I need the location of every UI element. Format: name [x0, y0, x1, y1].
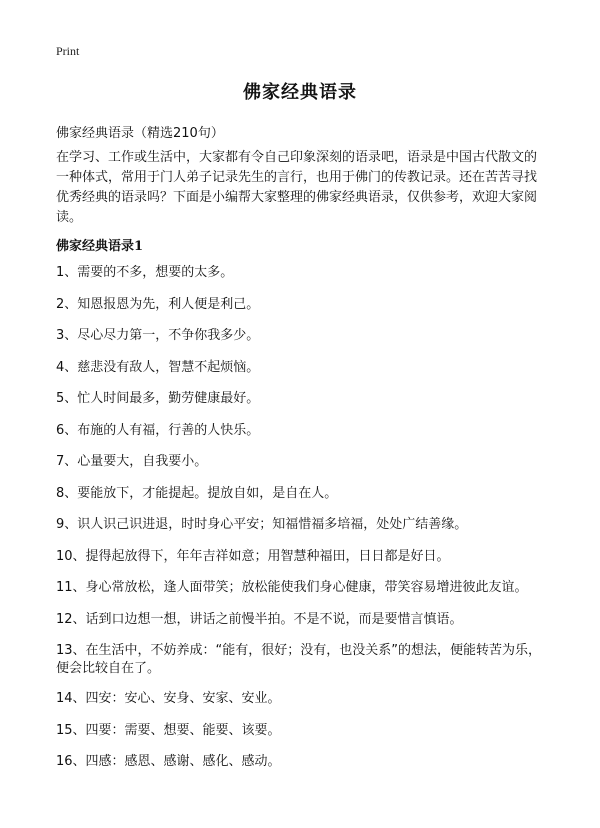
quote-item: 7、心量要大，自我要小。: [56, 454, 208, 469]
quote-item: 2、知恩报恩为先，利人便是利己。: [56, 296, 260, 312]
quote-item: 13、在生活中，不妨养成：“能有，很好；没有，也没关系”的想法，便能转苦为乐，便会比较自在了。: [56, 643, 542, 676]
quote-item: 16、四感：感恩、感谢、感化、感动。: [56, 754, 281, 769]
quote-item: 3、尽心尽力第一，不争你我多少。: [56, 328, 260, 343]
quote-item: 1、需要的不多，想要的太多。: [56, 265, 234, 280]
quote-list: [56, 264, 548, 785]
quote-item: 12、话到口边想一想，讲话之前慢半拍。不是不说，而是要惜言慎语。: [56, 611, 463, 627]
section-heading: 佛家经典语录1: [56, 239, 144, 254]
print-label: Print: [56, 44, 80, 58]
quote-item: 14、四安：安心、安身、安家、安业。: [56, 691, 281, 706]
page-title: 佛家经典语录: [243, 82, 357, 103]
intro-paragraph: 在学习、工作或生活中，大家都有令自己印象深刻的语录吧，语录是中国古代散文的一种体式，常用于门人弟子记录先生的言行，也用于佛门的传教记录。还在苦苦寻找优秀经典的语录吗？下面是小编帮大家整理的佛家经典语录，仅供参考，欢迎大家阅读。: [56, 150, 538, 225]
quote-item: 9、识人识己识进退，时时身心平安；知福惜福多培福，处处广结善缘。: [56, 517, 468, 532]
subtitle: 佛家经典语录（精选210句）: [56, 126, 224, 141]
quote-item: 5、忙人时间最多，勤劳健康最好。: [56, 391, 260, 406]
quote-item: 8、要能放下，才能提起。提放自如，是自在人。: [56, 485, 338, 501]
quote-item: 11、身心常放松，逢人面带笑；放松能使我们身心健康，带笑容易增进彼此友谊。: [56, 580, 528, 595]
quote-item: 15、四要：需要、想要、能要、该要。: [56, 722, 281, 738]
quote-item: 4、慈悲没有敌人，智慧不起烦恼。: [56, 359, 260, 375]
quote-item: 10、提得起放得下，年年吉祥如意；用智慧种福田，日日都是好日。: [56, 548, 450, 564]
quote-item: 6、布施的人有福，行善的人快乐。: [56, 422, 260, 438]
